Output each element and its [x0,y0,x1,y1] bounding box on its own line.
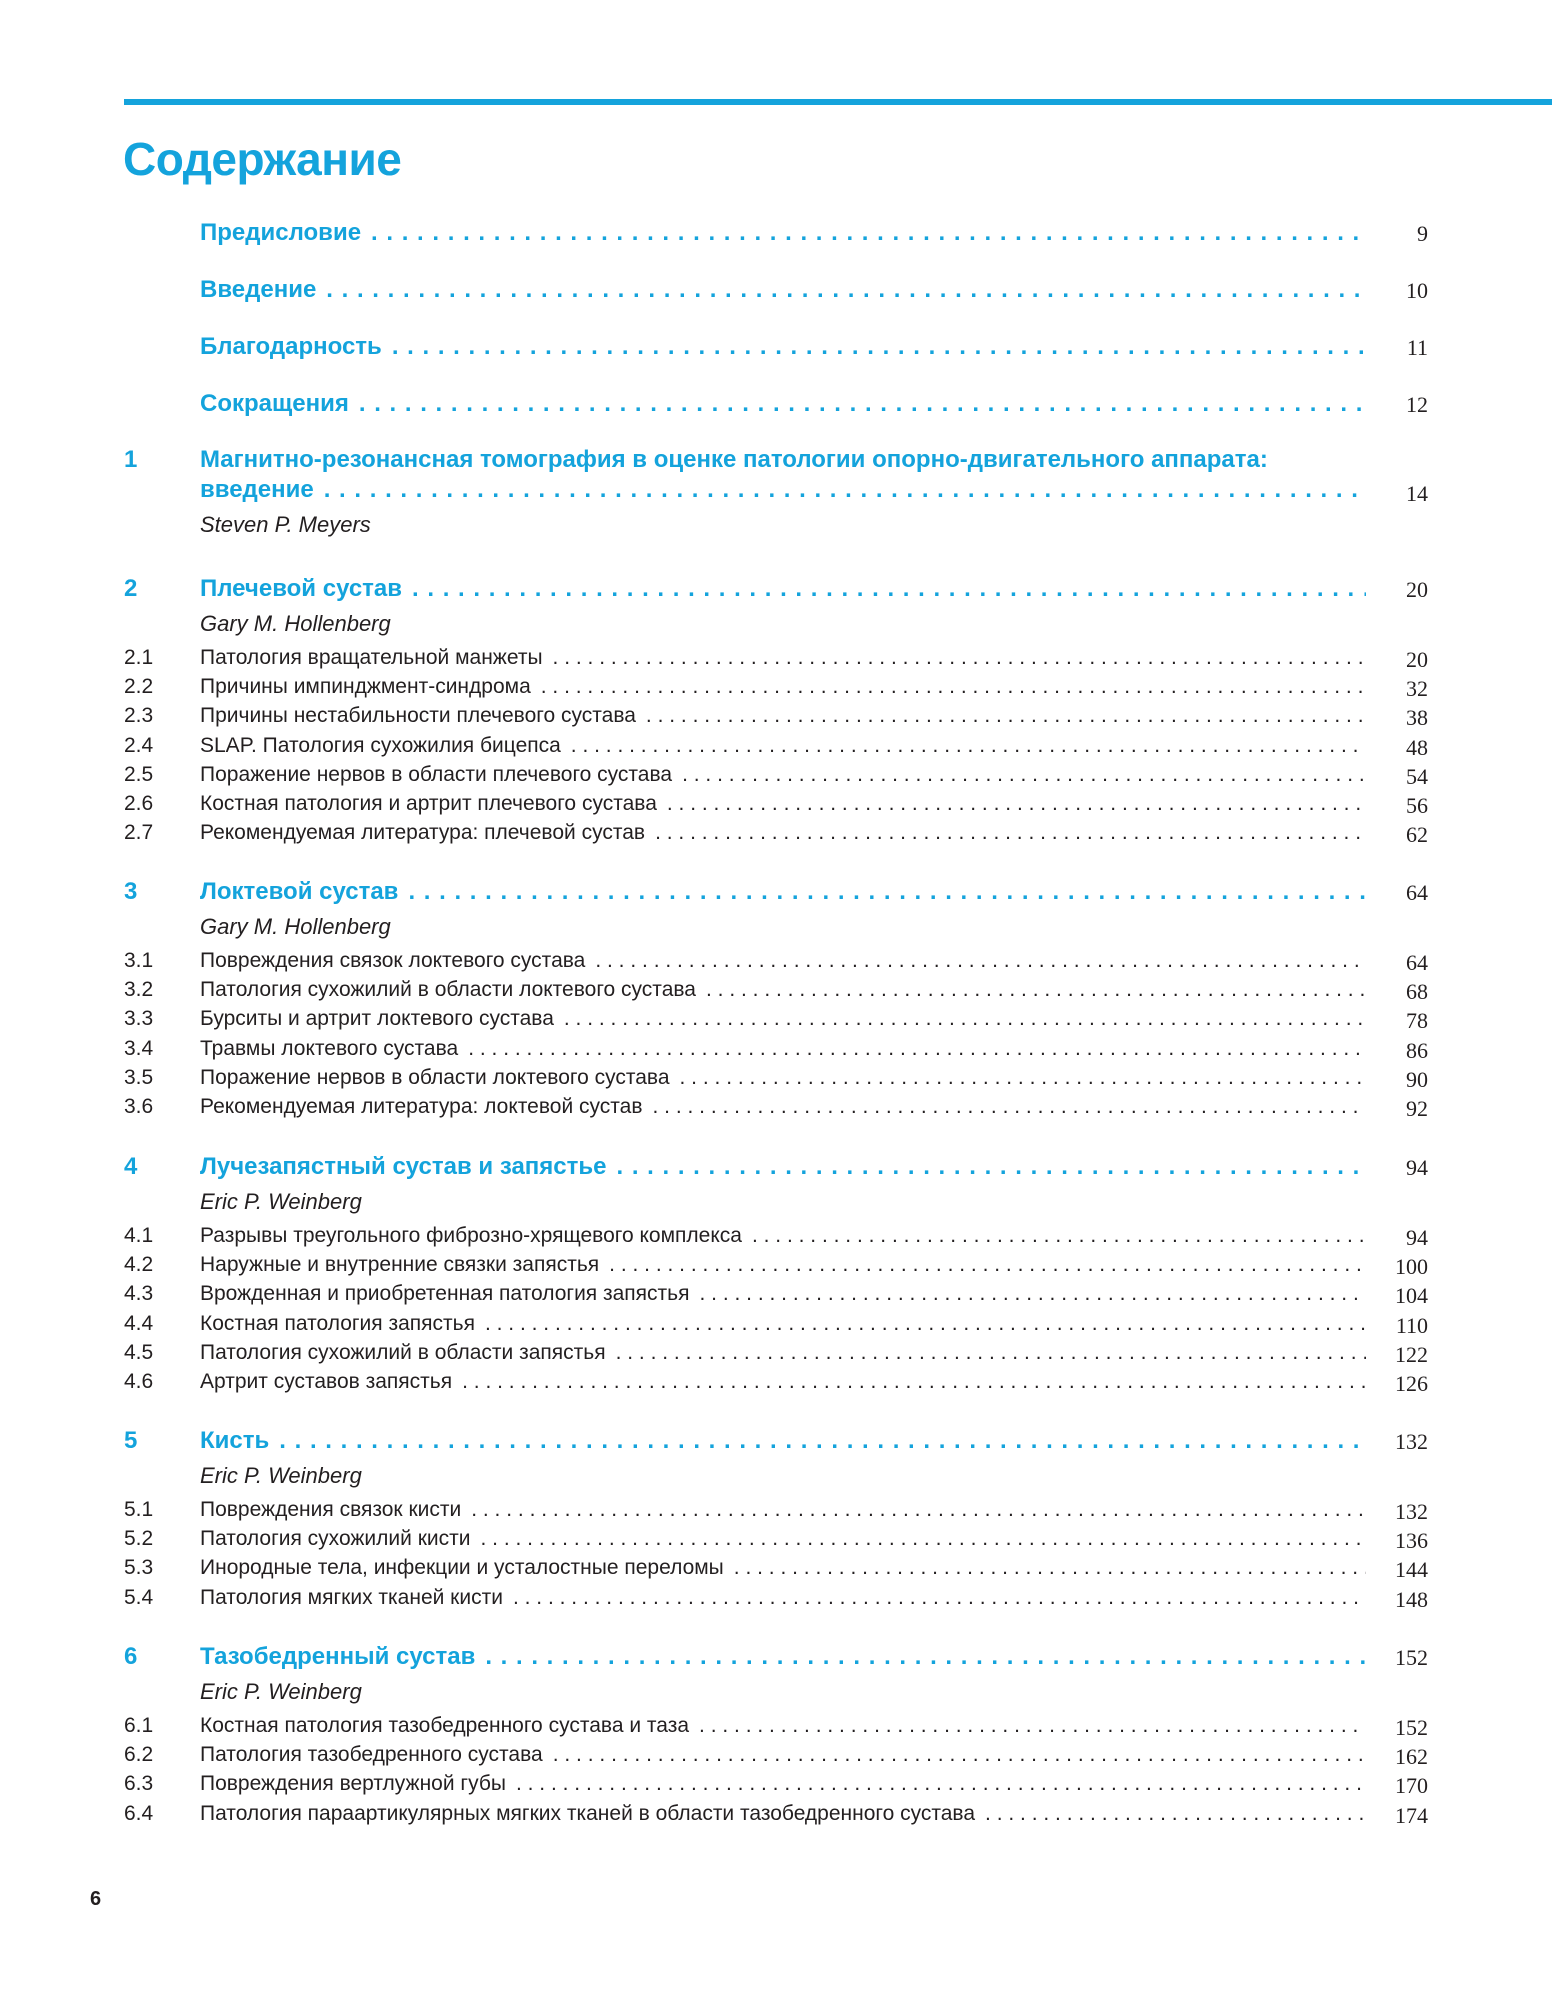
section-number: 2.1 [124,646,154,669]
front-matter-page: 11 [1406,335,1428,360]
chapter-page: 20 [1406,577,1428,602]
front-matter-page: 12 [1406,392,1428,417]
dot-leader [655,821,1366,845]
section-title: Инородные тела, инфекции и усталостные переломы [200,1556,724,1580]
section-title: Костная патология и артрит плечевого сустава [200,792,657,815]
chapter-title: введение [200,476,314,503]
page-number: 6 [90,1888,102,1910]
dot-leader [485,1312,1366,1336]
dot-leader [752,1224,1366,1248]
front-matter-title: Благодарность [200,333,382,360]
section-number: 2.2 [124,675,154,699]
section-number: 2.4 [124,733,154,757]
chapter-author: Gary M. Hollenberg [200,914,391,939]
dot-leader [326,276,1366,304]
section-title: Костная патология запястья [200,1311,475,1335]
section-title: SLAP. Патология сухожилия бицепса [200,733,561,757]
section-number: 3.6 [124,1095,154,1118]
section-number: 4.1 [124,1224,154,1247]
dot-leader [516,1772,1366,1796]
section-page: 86 [1406,1037,1428,1063]
dot-leader [682,763,1366,787]
section-page: 126 [1395,1371,1428,1396]
section-page: 54 [1406,763,1428,789]
section-page: 68 [1406,979,1428,1005]
section-page: 136 [1395,1528,1428,1554]
front-matter-title: Введение [200,276,317,303]
section-number: 6.2 [124,1743,154,1767]
section-title: Наружные и внутренние связки запястья [200,1253,600,1277]
section-number: 6.1 [124,1714,154,1737]
dot-leader [571,734,1366,758]
section-number: 2.5 [124,762,154,786]
section-title: Разрывы треугольного фиброзно-хрящевого комплекса [200,1224,742,1247]
section-page: 132 [1395,1499,1428,1524]
dot-leader [541,675,1366,699]
dot-leader [359,390,1366,418]
section-page: 104 [1395,1283,1428,1309]
section-title: Патология сухожилий в области запястья [200,1340,606,1364]
chapter-number: 1 [124,446,138,473]
section-page: 152 [1395,1715,1428,1740]
section-number: 5.2 [124,1527,154,1551]
section-page: 38 [1406,705,1428,731]
front-matter-page: 9 [1417,221,1428,246]
section-title: Поражение нервов в области локтевого сустава [200,1065,670,1089]
section-title: Артрит суставов запястья [200,1370,453,1393]
section-page: 170 [1395,1773,1428,1799]
dot-leader [480,1527,1366,1551]
section-number: 3.2 [124,978,154,1002]
chapter-title: Лучезапястный сустав и запястье [200,1153,607,1180]
dot-leader [609,1253,1366,1277]
section-number: 3.5 [124,1065,154,1089]
section-title: Врожденная и приобретенная патология запястья [200,1282,690,1306]
section-title: Рекомендуемая литература: локтевой сустав [200,1095,643,1118]
section-number: 3.3 [124,1007,154,1031]
section-number: 5.4 [124,1585,154,1609]
section-number: 5.3 [124,1556,154,1580]
section-title: Повреждения связок кисти [200,1498,462,1521]
section-page: 32 [1406,676,1428,702]
section-number: 5.1 [124,1498,154,1521]
section-title: Патология сухожилий кисти [200,1527,471,1551]
section-page: 56 [1406,793,1428,818]
section-page: 174 [1395,1802,1428,1828]
section-page: 100 [1395,1254,1428,1280]
section-number: 3.4 [124,1036,154,1060]
section-page: 122 [1395,1341,1428,1367]
chapter-title-line1: Магнитно-резонансная томография в оценке патологии опорно-двигательного аппарата: [200,446,1268,473]
chapter-author: Eric P. Weinberg [200,1463,362,1488]
chapter-title: Тазобедренный сустав [200,1643,476,1670]
chapter-number: 6 [124,1643,138,1670]
section-number: 4.5 [124,1340,154,1364]
section-number: 6.3 [124,1772,154,1796]
section-title: Рекомендуемая литература: плечевой сустав [200,821,646,845]
dot-leader [616,1341,1366,1365]
dot-leader [699,1714,1366,1738]
dot-leader [324,476,1366,504]
chapter-title: Кисть [200,1427,270,1454]
section-number: 2.6 [124,792,154,815]
dot-leader [468,1037,1366,1061]
dot-leader [513,1586,1366,1610]
chapter-author: Steven P. Meyers [200,512,371,537]
chapter-page: 94 [1406,1155,1428,1180]
section-number: 3.1 [124,949,154,972]
section-page: 90 [1406,1066,1428,1092]
chapter-page: 14 [1406,481,1428,506]
section-title: Причины нестабильности плечевого сустава [200,704,636,728]
section-title: Бурситы и артрит локтевого сустава [200,1007,554,1031]
dot-leader [412,575,1366,603]
chapter-number: 3 [124,878,138,905]
dot-leader [564,1007,1366,1031]
dot-leader [653,1095,1367,1119]
dot-leader [408,878,1366,906]
chapter-number: 4 [124,1153,138,1180]
front-matter-title: Предисловие [200,219,362,246]
section-number: 4.3 [124,1282,154,1306]
dot-leader [371,219,1366,247]
front-matter-page: 10 [1406,278,1428,303]
section-page: 92 [1406,1096,1428,1121]
chapter-page: 132 [1395,1429,1428,1454]
section-number: 4.2 [124,1253,154,1277]
section-title: Повреждения вертлужной губы [200,1772,506,1796]
section-number: 2.7 [124,821,154,845]
dot-leader [667,792,1366,816]
dot-leader [699,1282,1366,1306]
section-page: 162 [1395,1744,1428,1770]
dot-leader [485,1643,1366,1671]
chapter-number: 5 [124,1427,138,1454]
section-page: 148 [1395,1586,1428,1612]
section-page: 20 [1406,647,1428,672]
section-page: 48 [1406,734,1428,760]
section-page: 94 [1406,1225,1428,1250]
chapter-author: Eric P. Weinberg [200,1679,362,1704]
dot-leader [553,646,1366,670]
section-page: 62 [1406,822,1428,848]
page-title: Содержание [123,133,402,185]
section-page: 78 [1406,1008,1428,1034]
dot-leader [471,1498,1366,1522]
section-title: Травмы локтевого сустава [200,1036,459,1060]
chapter-author: Eric P. Weinberg [200,1189,362,1214]
dot-leader [985,1802,1366,1826]
dot-leader [617,1153,1367,1181]
dot-leader [279,1427,1366,1455]
chapter-page: 64 [1406,880,1428,905]
chapter-title: Локтевой сустав [200,878,399,905]
top-accent-rule [124,99,1552,105]
dot-leader [553,1743,1366,1767]
section-title: Причины импинджмент-синдрома [200,675,531,699]
front-matter-title: Сокращения [200,390,349,417]
section-title: Поражение нервов в области плечевого сустава [200,762,673,786]
chapter-page: 152 [1395,1645,1428,1670]
section-title: Патология вращательной манжеты [200,646,543,669]
section-number: 6.4 [124,1801,154,1825]
section-title: Повреждения связок локтевого сустава [200,949,586,972]
dot-leader [706,978,1366,1002]
section-title: Патология мягких тканей кисти [200,1585,503,1609]
section-title: Костная патология тазобедренного сустава и таза [200,1714,690,1737]
chapter-author: Gary M. Hollenberg [200,611,391,636]
dot-leader [462,1370,1366,1394]
dot-leader [595,949,1366,973]
section-number: 2.3 [124,704,154,728]
section-number: 4.6 [124,1370,154,1393]
section-page: 110 [1395,1312,1428,1338]
dot-leader [646,704,1366,728]
dot-leader [392,333,1366,361]
section-title: Патология тазобедренного сустава [200,1743,543,1767]
section-page: 144 [1395,1557,1428,1583]
dot-leader [734,1556,1366,1580]
dot-leader [680,1066,1366,1090]
section-page: 64 [1406,950,1428,975]
section-title: Патология сухожилий в области локтевого сустава [200,978,696,1002]
section-title: Патология параартикулярных мягких тканей в области тазобедренного сустава [200,1801,976,1825]
chapter-number: 2 [124,575,138,602]
chapter-title: Плечевой сустав [200,575,403,602]
section-number: 4.4 [124,1311,154,1335]
